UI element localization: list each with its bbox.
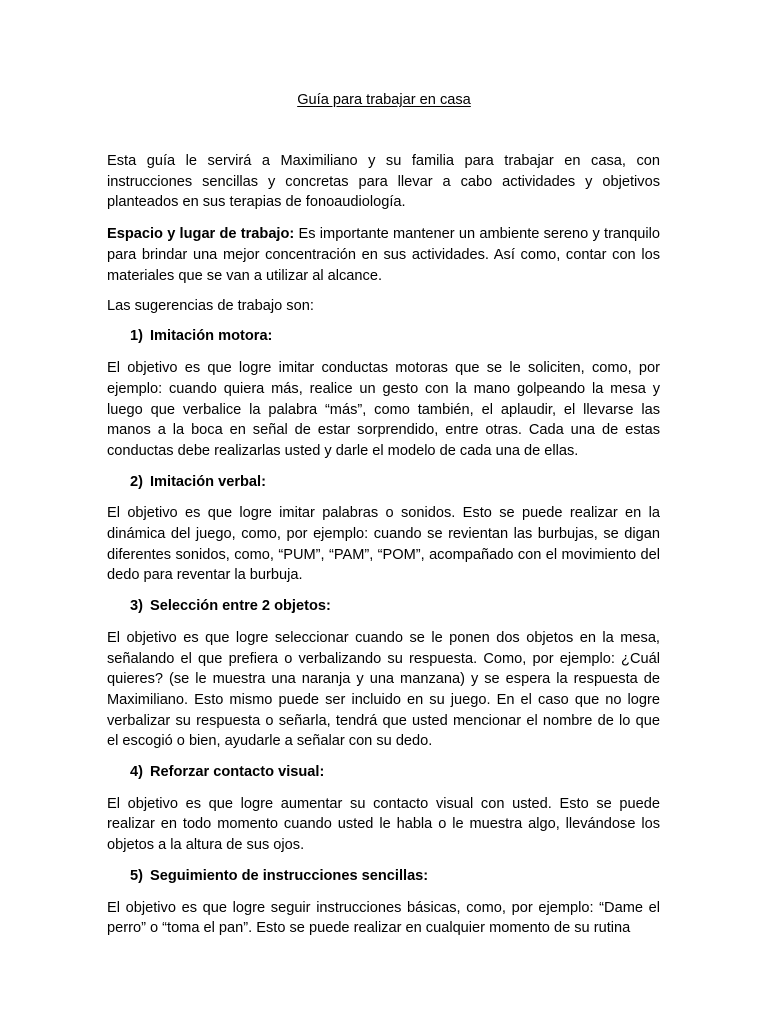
intro-paragraph: Esta guía le servirá a Maximiliano y su familia para trabajar en casa, con instrucciones sencillas y concretas para llevar a cabo actividades y objetivos planteados en sus terapias de fonoaudiología. [107,153,660,211]
section-number: 1) [130,328,143,345]
section-number: 4) [130,764,143,781]
section-number: 3) [130,598,143,615]
section-heading [107,596,660,617]
section-heading [107,472,660,493]
suggestions-intro: Las sugerencias de trabajo son: [107,298,314,315]
section-number: 2) [130,473,143,490]
section-paragraph: El objetivo es que logre aumentar su contacto visual con usted. Esto se puede realizar en todo momento cuando usted le habla o le muestra algo, llevándose los objetos a la altura de sus ojos. [107,795,660,854]
section-number: 5) [130,867,143,884]
section-heading [107,326,660,347]
workspace-heading: Espacio y lugar de trabajo: [107,226,295,243]
section-title: Imitación motora: [149,328,273,345]
document-body [107,151,660,949]
section-title: Imitación verbal: [149,473,266,490]
workspace-text: Es importante mantener un ambiente sereno y tranquilo para brindar una mejor concentración en sus actividades. Así como, contar con los materiales que se van a utilizar al alcance. [107,226,660,284]
section-heading [107,866,660,887]
section-heading [107,762,660,783]
section-title: Seguimiento de instrucciones sencillas: [149,867,429,884]
section-title: Selección entre 2 objetos: [149,598,331,615]
document-title: Guía para trabajar en casa [297,92,471,108]
section-paragraph: El objetivo es que logre imitar conductas motoras que se le soliciten, como, por ejemplo: cuando quiera más, realice un gesto con la mano golpeando la mesa y luego que verbalice la palabra “más”, como también, el aplaudir, el llevarse las manos a la boca en señal de estar sorprendido, entre otras. Cada una de estas conductas debe realizarlas usted y darle el modelo de cada una de ellas. [107,360,660,459]
section-paragraph: El objetivo es que logre seleccionar cuando se le ponen dos objetos en la mesa, señalando el que prefiera o verbalizando su respuesta. Como, por ejemplo: ¿Cuál quieres? (se le muestra una naranja y una manzana) y se espera la respuesta de Maximiliano. Esto mismo puede ser incluido en su juego. En el caso que no logre verbalizar su respuesta o señarla, tendrá que usted mencionar el nombre de lo que el escogió o bien, ayudarle a señalar con su dedo. [107,629,660,750]
workspace-paragraph [107,224,660,286]
section-title: Reforzar contacto visual: [149,764,325,781]
section-paragraph: El objetivo es que logre seguir instrucciones básicas, como, por ejemplo: “Dame el perro” o “toma el pan”. Esto se puede realizar en cualquier momento de su rutina [107,899,660,937]
section-paragraph: El objetivo es que logre imitar palabras o sonidos. Esto se puede realizar en la dinámica del juego, como, por ejemplo: cuando se revientan las burbujas, se digan diferentes sonidos, como, “PUM”, “PAM”, “POM”, acompañado con el movimiento del dedo para reventar la burbuja. [107,505,660,584]
